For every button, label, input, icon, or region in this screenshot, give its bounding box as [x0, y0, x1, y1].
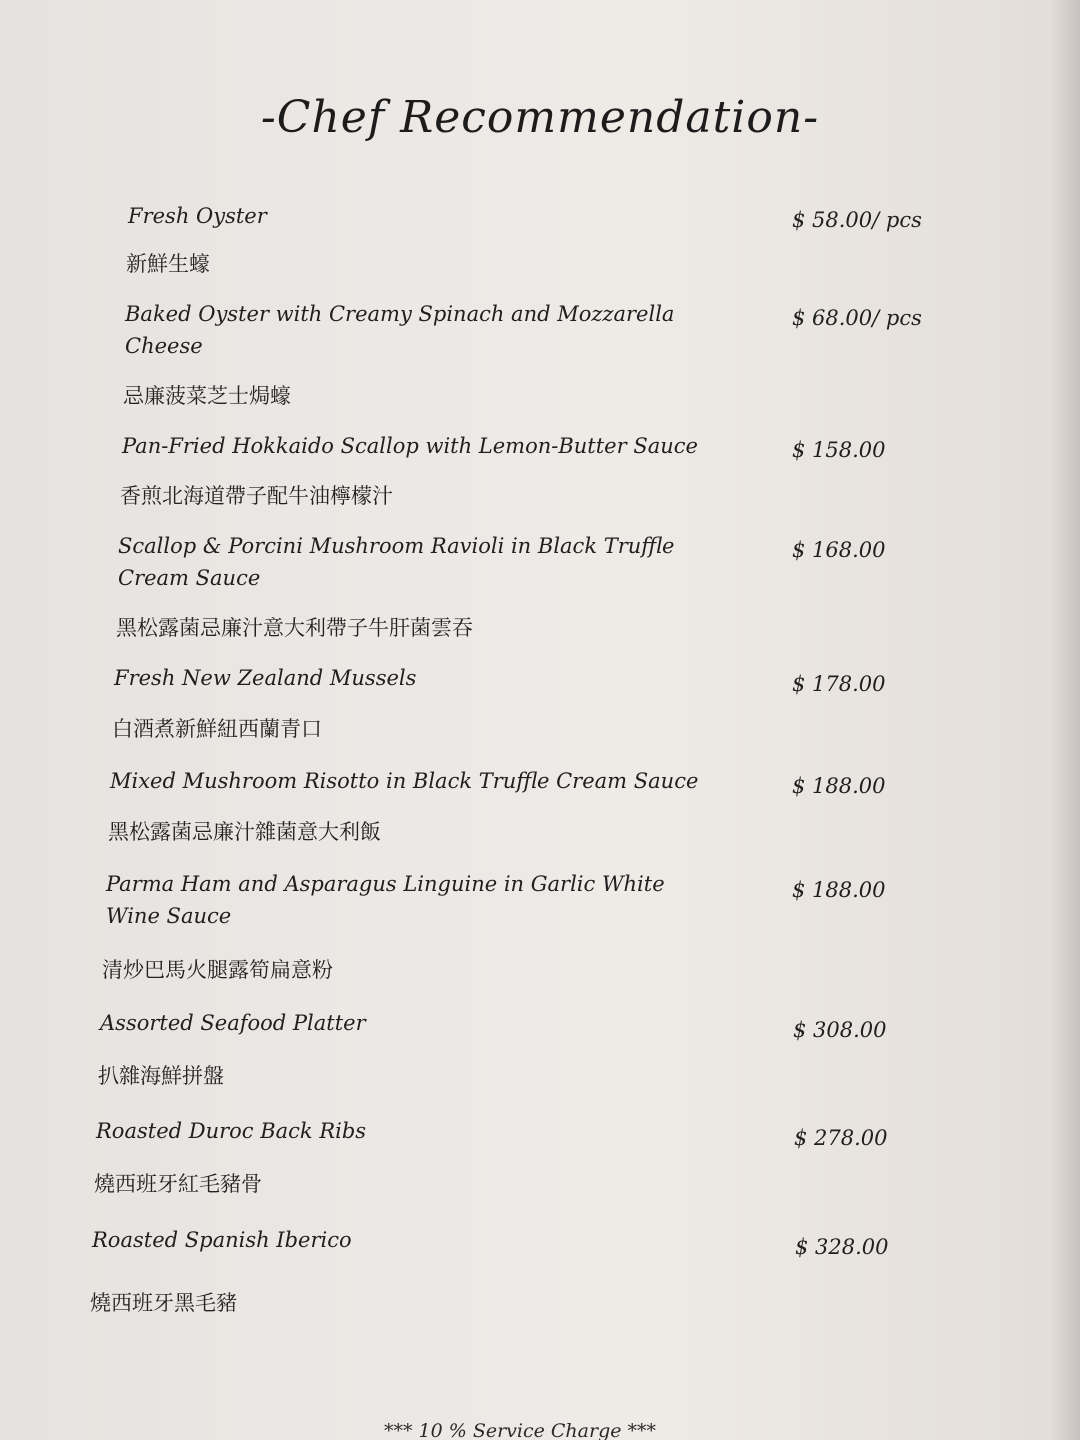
item-chinese-name: 燒西班牙紅毛豬骨 [94, 1172, 262, 1196]
item-name: Parma Ham and Asparagus Linguine in Garlic White Wine Sauce [106, 872, 665, 928]
item-price: $ 328.00 [795, 1235, 889, 1259]
item-name: Assorted Seafood Platter [100, 1011, 366, 1035]
item-chinese-name: 扒雜海鮮拼盤 [98, 1064, 224, 1088]
item-price: $ 278.00 [794, 1126, 888, 1150]
item-price: $ 178.00 [792, 672, 886, 696]
item-name: Baked Oyster with Creamy Spinach and Mozzarella Cheese [125, 302, 675, 358]
item-chinese-name: 黑松露菌忌廉汁雜菌意大利飯 [108, 820, 381, 844]
item-name: Scallop & Porcini Mushroom Ravioli in Black Truffle Cream Sauce [118, 534, 675, 590]
item-chinese-name: 忌廉菠菜芝士焗蠔 [123, 384, 291, 408]
item-price: $ 68.00/ pcs [792, 306, 922, 330]
item-price: $ 308.00 [793, 1018, 887, 1042]
item-name: Fresh New Zealand Mussels [114, 666, 417, 690]
item-name: Mixed Mushroom Risotto in Black Truffle Cream Sauce [110, 769, 699, 793]
item-chinese-name: 黑松露菌忌廉汁意大利帶子牛肝菌雲吞 [116, 616, 473, 640]
page-edge-shadow [1050, 0, 1080, 1440]
item-name: Fresh Oyster [128, 204, 267, 228]
item-chinese-name: 新鮮生蠔 [126, 252, 210, 276]
item-price: $ 58.00/ pcs [792, 208, 922, 232]
item-name: Roasted Duroc Back Ribs [96, 1119, 367, 1143]
item-name: Roasted Spanish Iberico [92, 1228, 352, 1252]
item-chinese-name: 清炒巴馬火腿露筍扁意粉 [102, 958, 333, 982]
item-price: $ 188.00 [792, 878, 886, 902]
item-chinese-name: 白酒煮新鮮紐西蘭青口 [112, 717, 322, 741]
item-chinese-name: 香煎北海道帶子配牛油檸檬汁 [120, 484, 393, 508]
menu-title: -Chef Recommendation- [260, 92, 820, 143]
item-name: Pan-Fried Hokkaido Scallop with Lemon-Butter Sauce [122, 434, 698, 458]
item-price: $ 168.00 [792, 538, 886, 562]
service-charge-note: *** 10 % Service Charge *** [383, 1420, 657, 1440]
item-chinese-name: 燒西班牙黑毛豬 [90, 1291, 237, 1315]
item-price: $ 188.00 [792, 774, 886, 798]
item-price: $ 158.00 [792, 438, 886, 462]
